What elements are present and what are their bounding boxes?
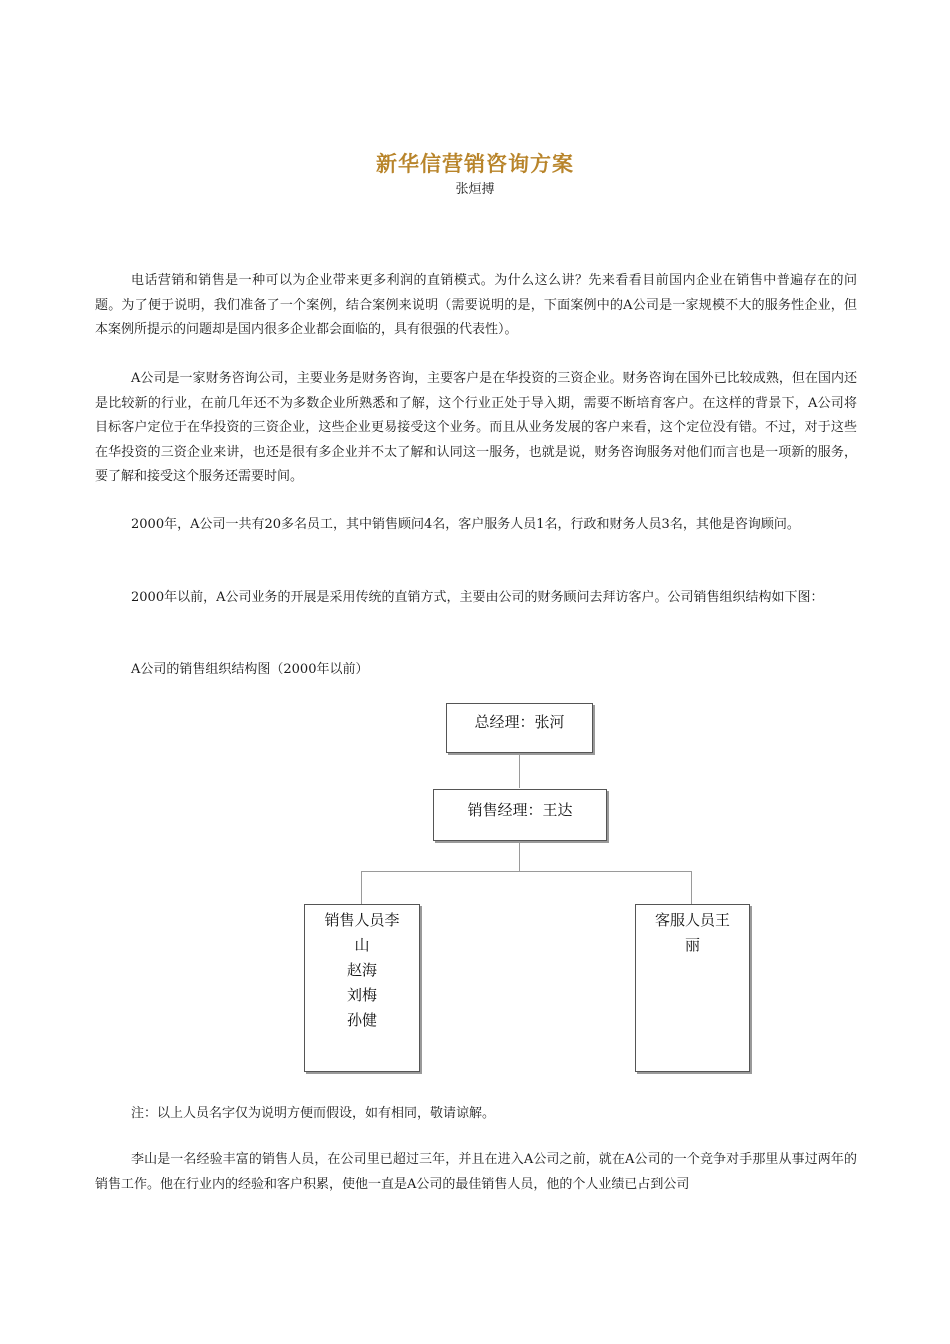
connector-to-service [691, 871, 692, 904]
org-box-service-staff [635, 904, 750, 1072]
connector-horizontal [361, 871, 692, 872]
org-label-sales-staff-1: 山 [354, 936, 370, 954]
connector-gm-manager [519, 752, 520, 788]
org-label-sales-staff-0: 销售人员李 [324, 911, 400, 929]
org-label-general-manager: 总经理：张河 [474, 713, 565, 731]
disclaimer-note: 注：以上人员名字仅为说明方便而假设，如有相同，敬请谅解。 [131, 1106, 496, 1121]
paragraph-company-background: A公司是一家财务咨询公司，主要业务是财务咨询，主要客户是在华投资的三资企业。财务咨询在国外已比较成熟，但在国内还是比较新的行业，在前几年还不为多数企业所熟悉和了解，这个行业正处于导入期，需要不断培育客户。在这样的背景下，A公司将目标客户定位于在华投资的三资企业，这些企业更易接受这个业务。而且从业务发展的客户来看，这个定位没有错。不过，对于这些在华投资的三资企业来讲，也还是很有多企业并不太了解和认同这一服务，也就是说，财务咨询服务对他们而言也是一项新的服务，要了解和接受这个服务还需要时间。 [95, 371, 857, 484]
org-label-sales-manager: 销售经理：王达 [467, 801, 573, 819]
document-title: 新华信营销咨询方案 [376, 152, 574, 176]
org-box-sales-manager [433, 789, 607, 841]
connector-to-sales [361, 871, 362, 904]
org-label-service-staff-0: 客服人员王 [654, 911, 730, 929]
org-box-general-manager [446, 703, 593, 753]
paragraph-intro: 电话营销和销售是一种可以为企业带来更多利润的直销模式。为什么这么讲？先来看看目前国内企业在销售中普遍存在的问题。为了便于说明，我们准备了一个案例，结合案例来说明（需要说明的是，下面案例中的A公司是一家规模不大的服务性企业，但本案例所提示的问题却是国内很多企业都会面临的，具有很强的代表性）。 [95, 273, 857, 337]
org-label-sales-staff-2: 赵海 [346, 961, 377, 979]
org-label-sales-staff-4: 孙健 [346, 1011, 377, 1029]
paragraph-li-shan: 李山是一名经验丰富的销售人员，在公司里已超过三年，并且在进入A公司之前，就在A公司的一个竞争对手那里从事过两年的销售工作。他在行业内的经验和客户积累，使他一直是A公司的最佳销售人员，他的个人业绩已占到公司 [95, 1152, 857, 1192]
connector-manager-down [519, 840, 520, 871]
org-label-sales-staff-3: 刘梅 [346, 986, 377, 1004]
paragraph-staff-count: 2000年，A公司一共有20多名员工，其中销售顾问4名，客户服务人员1名，行政和财务人员3名，其他是咨询顾问。 [131, 517, 800, 532]
org-box-sales-staff [304, 904, 420, 1072]
org-label-service-staff-1: 丽 [684, 936, 700, 954]
chart-caption: A公司的销售组织结构图（2000年以前） [131, 662, 369, 677]
paragraph-sales-method: 2000年以前，A公司业务的开展是采用传统的直销方式，主要由公司的财务顾问去拜访客户。公司销售组织结构如下图： [131, 590, 824, 605]
document-author: 张烜搏 [455, 182, 495, 197]
